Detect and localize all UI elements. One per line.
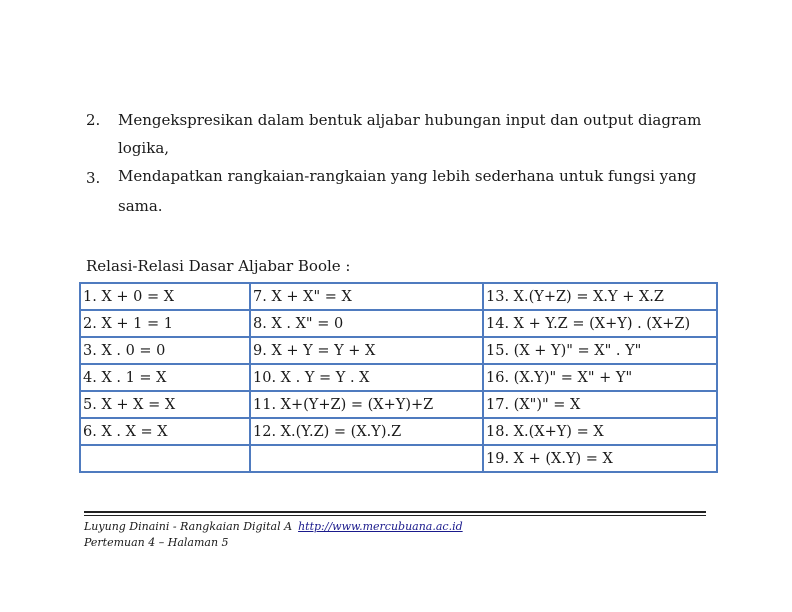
table-cell bbox=[80, 445, 250, 472]
table-cell: 5. X + X = X bbox=[80, 391, 250, 418]
list-item-2-continuation: logika, bbox=[118, 139, 170, 157]
table-row bbox=[80, 418, 717, 445]
footer-author: Luyung Dinaini - Rangkaian Digital A bbox=[84, 520, 293, 533]
list-item-3-continuation: sama. bbox=[118, 197, 163, 215]
table-cell: 4. X . 1 = X bbox=[80, 364, 250, 391]
table-cell: 16. (X.Y)" = X" + Y" bbox=[483, 364, 717, 391]
table-row bbox=[80, 391, 717, 418]
table-cell bbox=[250, 445, 483, 472]
table-cell: 2. X + 1 = 1 bbox=[80, 310, 250, 337]
footer-line-1 bbox=[84, 519, 463, 535]
table-row bbox=[80, 337, 717, 364]
table-cell: 15. (X + Y)" = X" . Y" bbox=[483, 337, 717, 364]
list-number: 2. bbox=[86, 111, 101, 129]
section-heading: Relasi-Relasi Dasar Aljabar Boole : bbox=[86, 257, 351, 275]
list-text: Mengekspresikan dalam bentuk aljabar hubungan input dan output diagram bbox=[118, 111, 702, 129]
table-cell: 10. X . Y = Y . X bbox=[250, 364, 483, 391]
table-cell: 19. X + (X.Y) = X bbox=[483, 445, 717, 472]
table-cell: 12. X.(Y.Z) = (X.Y).Z bbox=[250, 418, 483, 445]
table-cell: 18. X.(X+Y) = X bbox=[483, 418, 717, 445]
table-cell: 13. X.(Y+Z) = X.Y + X.Z bbox=[483, 283, 717, 310]
table-cell: 1. X + 0 = X bbox=[80, 283, 250, 310]
footer-divider bbox=[84, 515, 706, 516]
list-number: 3. bbox=[86, 169, 101, 187]
list-text: Mendapatkan rangkaian-rangkaian yang lebih sederhana untuk fungsi yang bbox=[118, 167, 697, 185]
boolean-relations-table bbox=[79, 282, 718, 473]
page-footer bbox=[84, 519, 463, 551]
table-cell: 9. X + Y = Y + X bbox=[250, 337, 483, 364]
table-row bbox=[80, 364, 717, 391]
table-row bbox=[80, 445, 717, 472]
footer-divider bbox=[84, 511, 706, 513]
table-row bbox=[80, 310, 717, 337]
footer-link[interactable]: http://www.mercubuana.ac.id bbox=[298, 520, 463, 533]
table-row bbox=[80, 283, 717, 310]
table-cell: 8. X . X" = 0 bbox=[250, 310, 483, 337]
table-cell: 7. X + X" = X bbox=[250, 283, 483, 310]
footer-page-info: Pertemuan 4 – Halaman 5 bbox=[84, 536, 229, 549]
table-cell: 6. X . X = X bbox=[80, 418, 250, 445]
table-cell: 14. X + Y.Z = (X+Y) . (X+Z) bbox=[483, 310, 717, 337]
table-cell: 3. X . 0 = 0 bbox=[80, 337, 250, 364]
table-cell: 17. (X")" = X bbox=[483, 391, 717, 418]
table-cell: 11. X+(Y+Z) = (X+Y)+Z bbox=[250, 391, 483, 418]
